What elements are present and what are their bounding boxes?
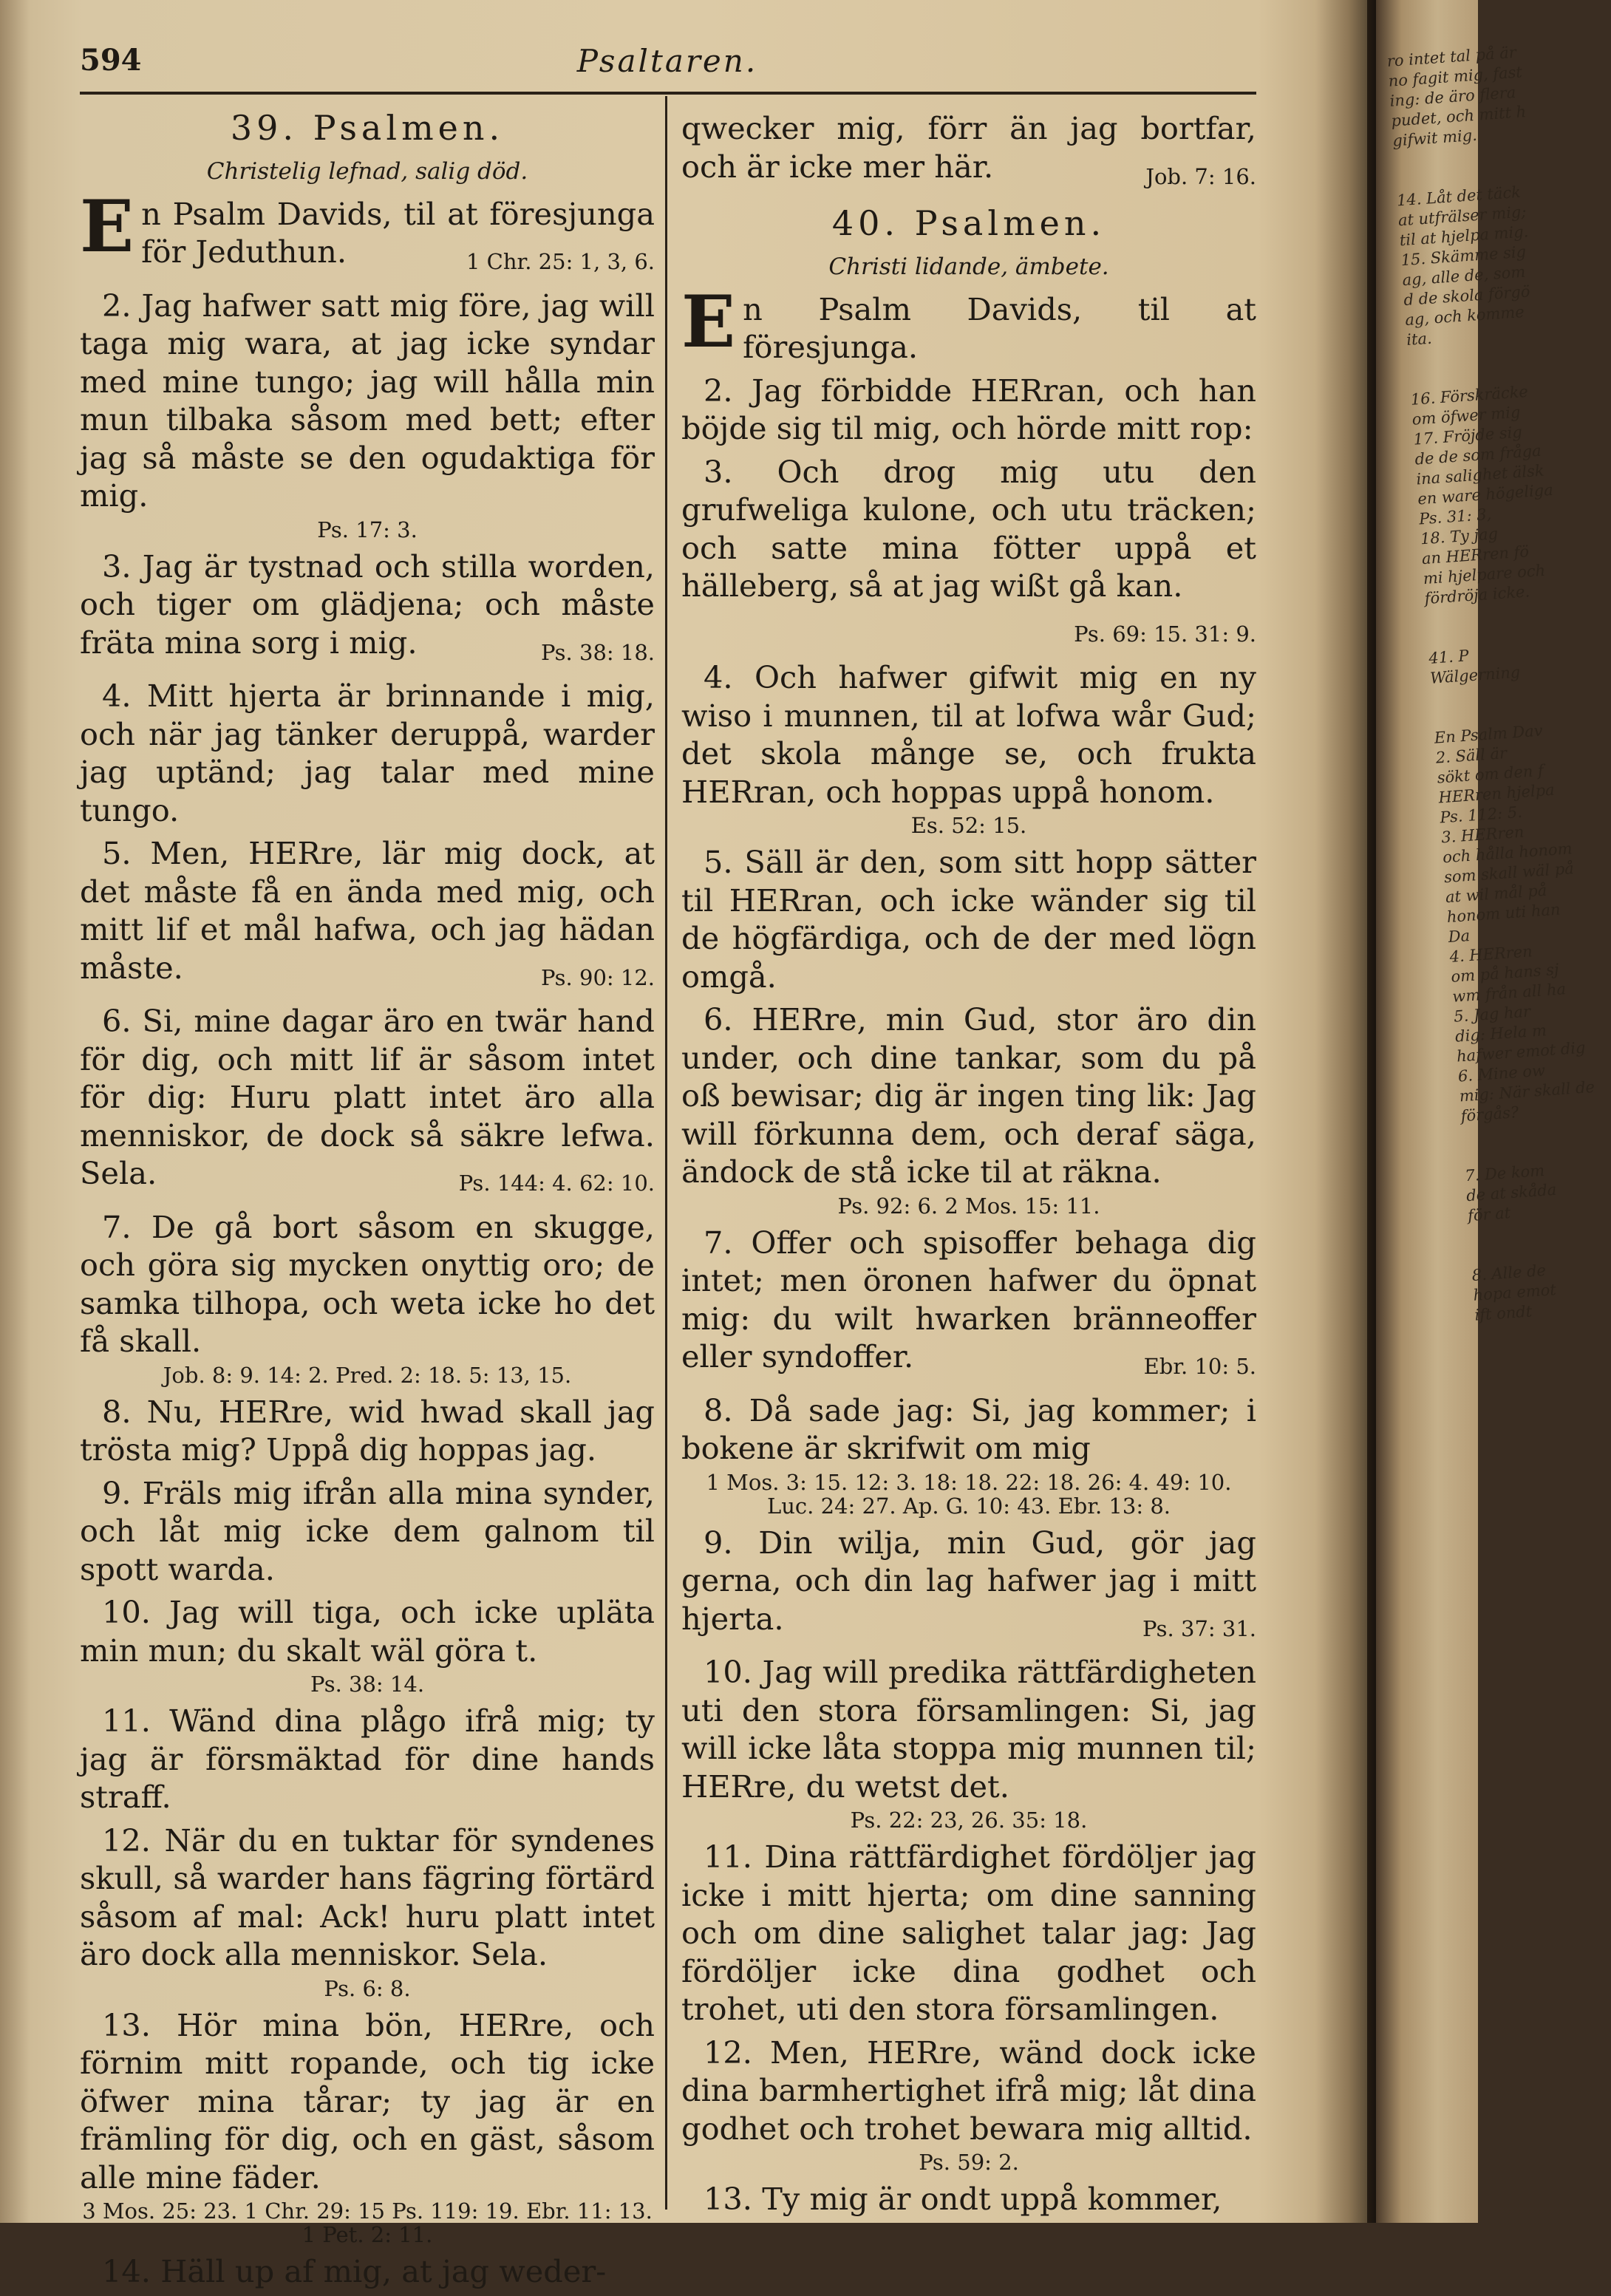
verse	[681, 658, 1256, 811]
adjacent-page-line: Wälgerning	[1429, 663, 1521, 687]
adjacent-page-line: 41. P	[1428, 647, 1470, 667]
cross-reference: Ps. 144: 4. 62: 10.	[458, 1171, 655, 1196]
verse-list	[681, 372, 1256, 2218]
adjacent-page-line: d de skola förgö	[1403, 282, 1531, 310]
verse	[80, 1208, 655, 1360]
verse	[681, 453, 1256, 654]
adjacent-page-edge	[1376, 0, 1595, 2223]
verse-text: 2. Jag förbidde HERran, och han böjde sig til mig, och hörde mitt rop:	[681, 372, 1256, 446]
verse-text: 5. Säll är den, som sitt hopp sätter til HERran, och icke wänder sig til de högfärdiga, och de der med lögn omgå.	[681, 844, 1256, 995]
verse	[681, 2180, 1256, 2218]
continuation-text: qwecker mig, förr än jag bortfar, och är icke mer här.	[681, 110, 1256, 185]
psalm-subtitle: Christi lidande, ämbete.	[828, 253, 1109, 280]
page-header	[80, 43, 1255, 87]
cross-reference: 3 Mos. 25: 23. 1 Chr. 29: 15 Ps. 119: 19. Ebr. 11: 13. 1 Pet. 2: 11.	[82, 2198, 653, 2247]
adjacent-page-line: til at hjelpa mig.	[1399, 222, 1530, 250]
verse	[681, 843, 1256, 995]
adjacent-page-line: och hålla honom	[1442, 839, 1573, 867]
adjacent-page-line: hopa emot	[1472, 1281, 1557, 1304]
adjacent-page-line: 5. Jag har	[1453, 1002, 1531, 1026]
adjacent-page-line: honom uti han	[1446, 900, 1561, 927]
adjacent-page-line: ing: de äro flera	[1389, 83, 1516, 110]
adjacent-page-line: förgås?	[1460, 1103, 1519, 1125]
adjacent-page-line: at wil mål på	[1445, 881, 1548, 907]
verse	[681, 1391, 1256, 1468]
adjacent-page-line: Da	[1447, 927, 1471, 947]
verse-text: 10. Jag will predika rättfärdigheten uti den stora församlingen: Si, jag will icke låta stoppa mig munnen til; HERre, du wetst det.	[681, 1654, 1256, 1805]
verse	[681, 2034, 1256, 2148]
adjacent-page-line: en ware högeliga	[1417, 480, 1554, 508]
adjacent-page-line: mig: När skall de	[1459, 1077, 1595, 1106]
adjacent-page-line: som skall wäl på	[1443, 859, 1575, 887]
adjacent-page-line: Ps. 31: 3,	[1418, 505, 1493, 528]
verse	[80, 548, 655, 672]
verse-text: 12. Men, HERre, wänd dock icke dina barmhertighet ifrå mig; låt dina godhet och trohet bewara mig alltid.	[681, 2034, 1256, 2147]
column-divider	[665, 96, 667, 2210]
page-number: 594	[80, 43, 142, 78]
verse	[80, 287, 655, 515]
verse-text: 9. Fräls mig ifrån alla mina synder, och låt mig icke dem galnom til spott warda.	[80, 1474, 655, 1587]
verse	[681, 1001, 1256, 1191]
verse-text: 5. Men, HERre, lär mig dock, at det måste få en ända med mig, och mitt lif et mål hafwa, och jag hädan måste.	[80, 835, 655, 986]
verse-text: 3. Jag är tystnad och stilla worden, och tiger om glädjena; och måste fräta mina sorg i mig.	[80, 548, 655, 661]
verse	[80, 2252, 655, 2291]
adjacent-page-line: om öfwer mig	[1411, 403, 1522, 429]
cross-reference: Ps. 38: 18.	[540, 639, 655, 665]
verse-continuation	[681, 109, 1256, 196]
adjacent-page-line: ift ondt	[1474, 1302, 1533, 1324]
psalm-title: 40. Psalmen.	[831, 203, 1106, 243]
verse-text: 14. Häll up af mig, at jag weder-	[102, 2253, 607, 2289]
running-title: Psaltaren.	[576, 43, 758, 79]
cross-reference: Ps. 17: 3.	[317, 517, 418, 542]
adjacent-page-line: wm från all ha	[1451, 980, 1567, 1006]
verse	[681, 1838, 1256, 2028]
psalm-subtitle: Christelig lefnad, salig död.	[206, 157, 528, 185]
cross-reference: 1 Chr. 25: 1, 3, 6.	[466, 249, 655, 274]
verse-text: 11. Wänd dina plågo ifrå mig; ty jag är försmäktad för dine hands straff.	[80, 1703, 655, 1815]
psalm-intro	[681, 279, 1256, 367]
verse-text: 7. De gå bort såsom en skugge, och göra sig mycken onyttig oro; de samka tilhopa, och weta icke ho det få skall.	[80, 1208, 655, 1359]
adjacent-page-line: 6. Mine ow	[1457, 1061, 1546, 1086]
cross-reference: Ps. 6: 8.	[324, 1975, 411, 2001]
adjacent-page-line: 3. HERren	[1440, 822, 1525, 847]
adjacent-page-line: ag, och komme	[1404, 302, 1525, 330]
adjacent-page-line: mi hjelpare och	[1423, 561, 1546, 588]
adjacent-page-line: no fagit mig, fast	[1387, 63, 1523, 90]
verse-text: 6. HERre, min Gud, stor äro din under, och dine tankar, som du på oß bewisar; dig är ingen ting lik: Jag will förkunna dem, och deraf säga, ändock de stå icke til at räkna.	[681, 1001, 1256, 1190]
adjacent-page-line: pudet, och mitt h	[1390, 103, 1527, 130]
verse-text: 4. Mitt hjerta är brinnande i mig, och när jag tänker deruppå, warder jag uptänd; jag talar med mine tungo.	[80, 678, 655, 828]
cross-reference: Job. 8: 9. 14: 2. Pred. 2: 18. 5: 13, 15.	[163, 1362, 572, 1388]
adjacent-page-line: om på hans sj	[1450, 960, 1560, 986]
verse-text: 13. Hör mina bön, HERre, och förnim mitt ropande, och tig icke öfwer mina tårar; ty jag är en främling för dig, och en gäst, såsom alle mine fäder.	[80, 2006, 655, 2195]
verse-text: 2. Jag hafwer satt mig före, jag will taga mig wara, at jag icke syndar med mine tungo; jag will hålla min mun tilbaka såsom med bett; efter jag så måste se den ogudaktiga för mig.	[80, 287, 655, 514]
cross-reference: Es. 52: 15.	[910, 813, 1027, 838]
cross-reference: Ps. 37: 31.	[1142, 1615, 1256, 1641]
adjacent-page-line: 7. De kom	[1464, 1161, 1545, 1185]
adjacent-page-line: dig: Hela m	[1454, 1021, 1547, 1046]
adjacent-page-line: för at	[1467, 1204, 1511, 1225]
adjacent-page-line: En Psalm Dav	[1434, 721, 1544, 747]
verse	[681, 372, 1256, 448]
cross-reference: Ps. 38: 14.	[310, 1672, 425, 1697]
adjacent-page-line: 17. Fröjde sig	[1412, 423, 1523, 449]
adjacent-page-line: an HERren fö	[1421, 542, 1530, 568]
verse-text: 8. Då sade jag: Si, jag kommer; i bokene är skrifwit om mig	[681, 1391, 1256, 1466]
drop-cap: E	[681, 279, 736, 364]
verse	[80, 2006, 655, 2197]
drop-cap: E	[80, 184, 134, 268]
verse	[681, 1653, 1256, 1805]
verse-list	[80, 287, 655, 2291]
intro-text: n Psalm Davids, til at föresjunga för Jeduthun.	[141, 195, 655, 270]
cross-reference: Ps. 69: 15. 31: 9.	[1074, 621, 1256, 647]
adjacent-page-line: hafwer emot dig	[1456, 1038, 1587, 1066]
verse-text: 10. Jag will tiga, och icke upläta min mun; du skalt wäl göra t.	[80, 1594, 655, 1669]
verse-text: 13. Ty mig är ondt uppå kommer,	[704, 2181, 1222, 2217]
psalm-title: 39. Psalmen.	[230, 108, 505, 148]
right-column	[681, 109, 1256, 2224]
adjacent-page-line: 8. Alle de	[1471, 1261, 1547, 1284]
verse	[80, 834, 655, 997]
book-gutter	[1315, 0, 1382, 2223]
cross-reference: 1 Mos. 3: 15. 12: 3. 18: 18. 22: 18. 26: 4. 49: 10. Luc. 24: 27. Ap. G. 10: 43. Ebr. 13: 8.	[706, 1469, 1232, 1519]
verse-text: 8. Nu, HERre, wid hwad skall jag trösta mig? Uppå dig hoppas jag.	[80, 1393, 655, 1468]
adjacent-page-line: ina salighet älsk	[1415, 461, 1545, 488]
verse	[80, 1002, 655, 1203]
psalm-intro	[80, 184, 655, 282]
adjacent-page-line: ita.	[1406, 329, 1433, 350]
intro-text: n Psalm Davids, til at föresjunga.	[743, 290, 1256, 365]
adjacent-page-line: ro intet tal på är	[1386, 43, 1517, 70]
adjacent-page-line: ag, alle de, som	[1401, 262, 1526, 290]
adjacent-page-line: de at skåda	[1465, 1180, 1557, 1205]
verse-text: 6. Si, mine dagar äro en twär hand för dig, och mitt lif är såsom intet för dig: Huru platt intet äro alla menniskor, de dock så säkre lefwa. Sela.	[80, 1003, 655, 1191]
adjacent-page-line: 14. Låt det täck	[1396, 183, 1522, 210]
cross-reference: Job. 7: 16.	[1145, 163, 1256, 189]
verse	[80, 1474, 655, 1589]
cross-reference: Ps. 92: 6. 2 Mos. 15: 11.	[837, 1193, 1100, 1219]
verse	[681, 1524, 1256, 1649]
adjacent-page-text	[1386, 43, 1595, 1326]
adjacent-page-line: 2. Säll är	[1434, 743, 1508, 767]
adjacent-page-line: 16. Förskräcke	[1410, 382, 1529, 409]
adjacent-page-line: HERren hjelpa	[1437, 780, 1556, 807]
verse	[80, 1593, 655, 1669]
adjacent-page-line: 18. Ty jag	[1420, 525, 1499, 548]
verse-text: 3. Och drog mig utu den grufweliga kulone, och utu träcken; och satte mina fötter uppå et hälleberg, så at jag wißt gå kan.	[681, 453, 1256, 604]
adjacent-page-line: Ps. 112: 5.	[1439, 803, 1523, 827]
verse	[681, 1224, 1256, 1386]
verse-text: 12. När du en tuktar för syndenes skull, så warder hans fägring förtärd såsom af mal: Ack! huru platt intet äro dock alla menniskor. Sela.	[80, 1822, 655, 1972]
verse	[80, 1393, 655, 1469]
cross-reference: Ps. 59: 2.	[919, 2150, 1019, 2175]
verse-text: 11. Dina rättfärdighet fördöljer jag icke i mitt hjerta; om dine sanning och om dine salighet talar jag: Jag fördöljer icke dina godhet och trohet, uti den stora församlingen.	[681, 1839, 1256, 2027]
adjacent-page-line: sökt om den f	[1436, 761, 1544, 787]
verse	[80, 677, 655, 829]
adjacent-page-line: 4. HERren	[1448, 942, 1533, 966]
left-column	[80, 109, 655, 2296]
cross-reference: Ps. 90: 12.	[540, 964, 655, 990]
verse-text: 4. Och hafwer gifwit mig en ny wiso i munnen, til at lofwa wår Gud; det skola månge se, och frukta HERran, och hoppas uppå honom.	[681, 659, 1256, 810]
adjacent-page-line: gifwit mig.	[1392, 126, 1478, 150]
cross-reference: Ps. 22: 23, 26. 35: 18.	[850, 1808, 1088, 1833]
adjacent-page-line: fördröja icke.	[1423, 582, 1530, 608]
verse-text: 7. Offer och spisoffer behaga dig intet; men öronen hafwer du öpnat mig: du wilt hwarken bränneoffer eller syndoffer.	[681, 1224, 1256, 1374]
adjacent-page-line: at utfrälser mig;	[1397, 202, 1527, 230]
verse	[80, 1702, 655, 1816]
adjacent-page-line: de de som fråga	[1414, 441, 1542, 469]
verse	[80, 1822, 655, 1974]
header-rule	[80, 92, 1256, 95]
verse-text: 9. Din wilja, min Gud, gör jag gerna, och din lag hafwer jag i mitt hjerta.	[681, 1524, 1256, 1637]
adjacent-page-line: 15. Skämme sig	[1400, 242, 1527, 270]
page-edge-shadow	[0, 0, 30, 2223]
cross-reference: Ebr. 10: 5.	[1143, 1354, 1256, 1379]
